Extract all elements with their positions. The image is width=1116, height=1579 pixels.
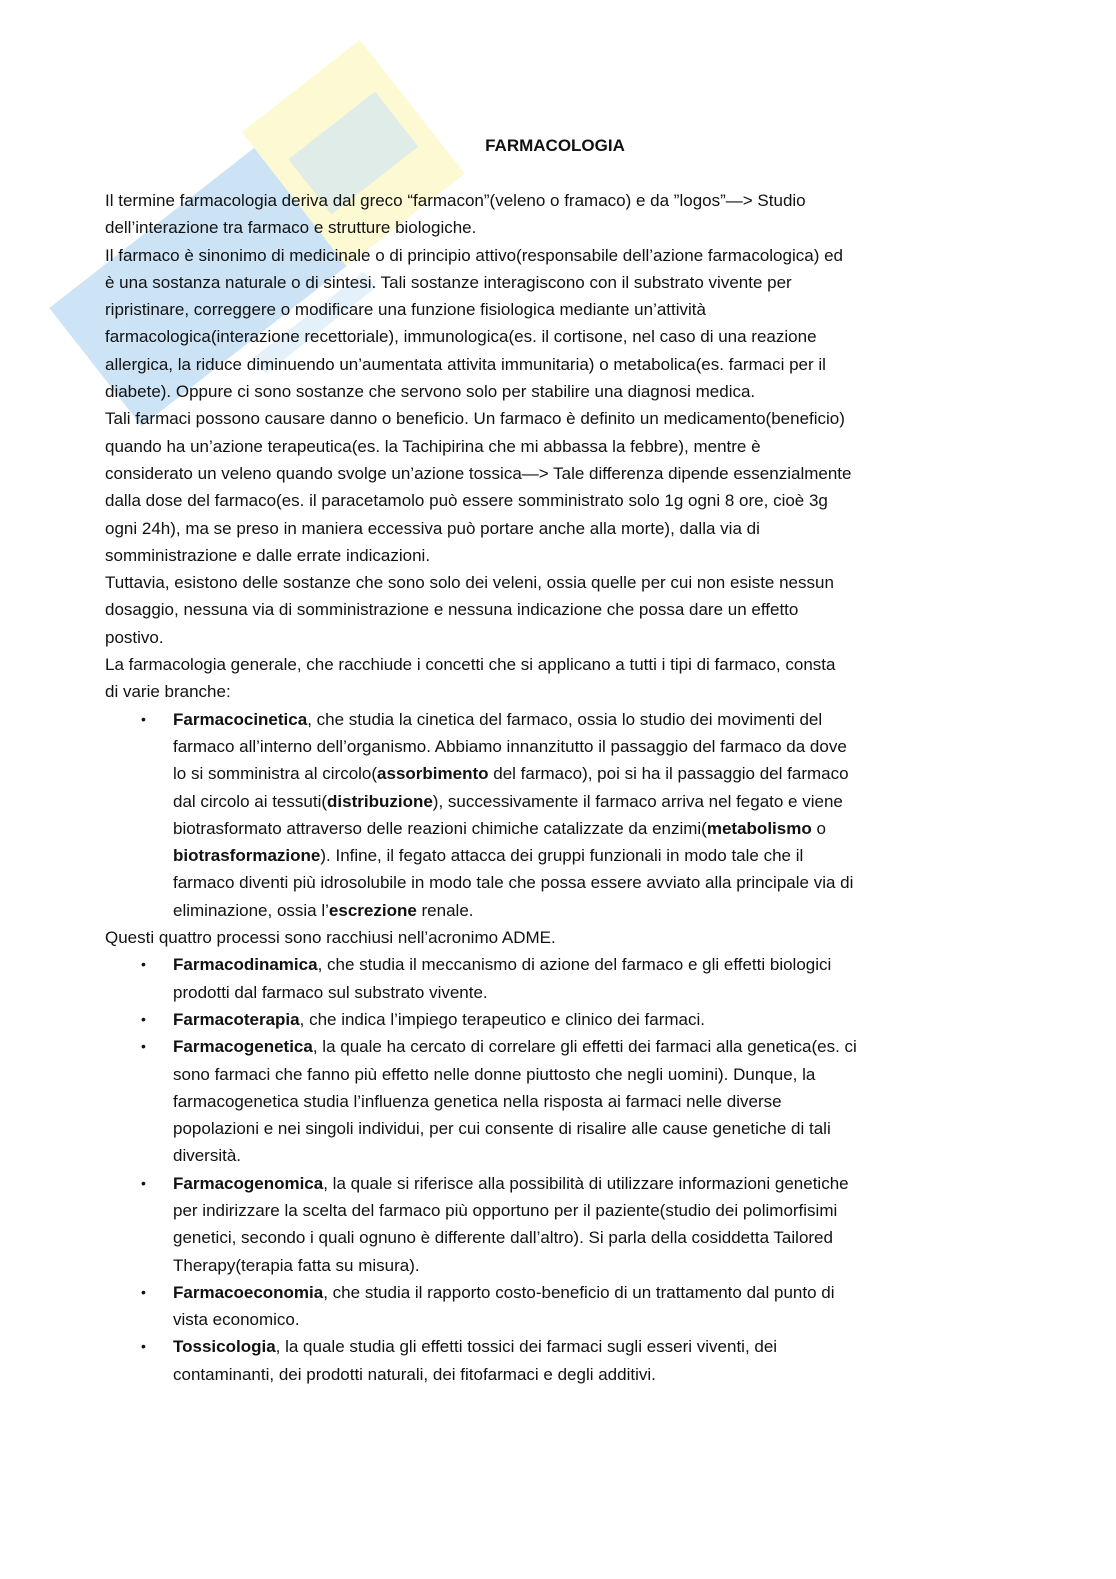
text-run: Il farmaco è sinonimo di medicinale o di principio attivo(responsabile dell’azione farmacologica) ed: [105, 245, 843, 265]
bold-term: biotrasformazione: [173, 846, 321, 866]
text-run: somministrazione e dalle errate indicazioni.: [105, 545, 431, 565]
text-line: [105, 842, 1010, 869]
text-run: considerato un veleno quando svolge un’azione tossica—> Tale differenza dipende essenzialmente: [105, 463, 852, 483]
text-run: è una sostanza naturale o di sintesi. Tali sostanze interagiscono con il substrato vivente per: [105, 272, 792, 292]
text-run: dal circolo ai tessuti(: [173, 791, 328, 811]
text-run: allergica, la riduce diminuendo un’aumentata attivita immunitaria) o metabolica(es. farmaci per il: [105, 354, 826, 374]
text-line: [105, 1224, 1010, 1251]
text-line: [105, 1061, 1010, 1088]
bullet-list-item: [105, 1279, 1010, 1334]
text-line: [105, 1142, 1010, 1169]
text-line: [105, 760, 1010, 787]
text-line: [105, 651, 1010, 678]
bold-term: Farmacodinamica: [173, 955, 318, 975]
text-line: [105, 351, 1010, 378]
bold-term: Farmacogenetica: [173, 1037, 313, 1057]
text-run: La farmacologia generale, che racchiude i concetti che si applicano a tutti i tipi di farmaco, consta: [105, 655, 836, 675]
document-body: [105, 187, 1010, 1388]
text-run: biotrasformato attraverso delle reazioni chimiche catalizzate da enzimi(: [173, 818, 707, 838]
text-run: farmaco all’interno dell’organismo. Abbiamo innanzitutto il passaggio del farmaco da dove: [173, 736, 847, 756]
text-line: [105, 433, 1010, 460]
text-run: dosaggio, nessuna via di somministrazione e nessuna indicazione che possa dare un effetto: [105, 600, 799, 620]
text-line: [105, 487, 1010, 514]
text-run: popolazioni e nei singoli individui, per cui consente di risalire alle cause genetiche di tali: [173, 1119, 831, 1139]
text-run: farmacologica(interazione recettoriale), immunologica(es. il cortisone, nel caso di una reazione: [105, 327, 817, 347]
bold-term: Farmacogenomica: [173, 1173, 324, 1193]
text-line: [105, 1088, 1010, 1115]
paragraph: [105, 569, 1010, 651]
text-line: [105, 788, 1010, 815]
text-run: , che studia la cinetica del farmaco, ossia lo studio dei movimenti del: [307, 709, 823, 729]
bullet-icon: •: [141, 1010, 146, 1027]
text-run: del farmaco), poi si ha il passaggio del farmaco: [488, 764, 849, 784]
text-line: [105, 678, 1010, 705]
bullet-icon: •: [141, 1338, 146, 1355]
bullet-icon: •: [141, 710, 146, 727]
document-title: FARMACOLOGIA: [485, 136, 625, 155]
text-line: [105, 1115, 1010, 1142]
text-line: [105, 979, 1010, 1006]
text-run: diversità.: [173, 1146, 242, 1166]
text-line: [105, 515, 1010, 542]
bold-term: Farmacocinetica: [173, 709, 308, 729]
text-line: [105, 542, 1010, 569]
bold-term: assorbimento: [377, 764, 489, 784]
text-run: postivo.: [105, 627, 164, 647]
text-line: [105, 1306, 1010, 1333]
text-run: farmacogenetica studia l’influenza genetica nella risposta ai farmaci nelle diverse: [173, 1091, 782, 1111]
text-run: , che studia il rapporto costo-beneficio di un trattamento dal punto di: [323, 1282, 835, 1302]
text-line: [105, 1006, 1010, 1033]
paragraph: [105, 242, 1010, 406]
text-run: , la quale studia gli effetti tossici dei farmaci sugli esseri viventi, dei: [275, 1337, 778, 1357]
text-run: ripristinare, correggere o modificare una funzione fisiologica mediante un’attività: [105, 300, 706, 320]
text-run: diabete). Oppure ci sono sostanze che servono solo per stabilire una diagnosi medica.: [105, 382, 756, 402]
text-line: [105, 624, 1010, 651]
text-run: lo si somministra al circolo(: [173, 764, 378, 784]
text-line: [105, 1361, 1010, 1388]
text-run: , che indica l’impiego terapeutico e clinico dei farmaci.: [299, 1009, 705, 1029]
bullet-icon: •: [141, 1174, 146, 1191]
text-line: [105, 296, 1010, 323]
bold-term: Farmacoeconomia: [173, 1282, 324, 1302]
bold-term: metabolismo: [706, 818, 812, 838]
text-run: Tali farmaci possono causare danno o beneficio. Un farmaco è definito un medicamento(beneficio): [105, 409, 845, 429]
text-run: renale.: [416, 900, 474, 920]
text-run: vista economico.: [173, 1310, 300, 1330]
text-run: quando ha un’azione terapeutica(es. la Tachipirina che mi abbassa la febbre), mentre è: [105, 436, 761, 456]
bullet-icon: •: [141, 956, 146, 973]
text-line: [105, 269, 1010, 296]
text-line: [105, 405, 1010, 432]
text-line: [105, 242, 1010, 269]
text-line: [105, 1252, 1010, 1279]
text-run: Il termine farmacologia deriva dal greco “farmacon”(veleno o framaco) e da ”logos”—> Studio: [105, 191, 806, 210]
paragraph: [105, 405, 1010, 569]
text-line: [105, 569, 1010, 596]
paragraph: [105, 187, 1010, 242]
text-run: , che studia il meccanismo di azione del farmaco e gli effetti biologici: [317, 955, 832, 975]
text-run: dell’interazione tra farmaco e strutture biologiche.: [105, 218, 477, 238]
bullet-list-item: [105, 1033, 1010, 1169]
text-line: [105, 869, 1010, 896]
text-run: sono farmaci che fanno più effetto nelle donne piuttosto che negli uomini). Dunque, la: [173, 1064, 816, 1084]
text-run: Tuttavia, esistono delle sostanze che sono solo dei veleni, ossia quelle per cui non esiste nessun: [105, 573, 834, 593]
text-run: genetici, secondo i quali ognuno è differente dall’altro). Si parla della cosiddetta Tailored: [173, 1228, 833, 1248]
bold-term: Tossicologia: [173, 1337, 276, 1357]
text-line: [105, 897, 1010, 924]
bold-term: Farmacoterapia: [173, 1009, 300, 1029]
text-run: , la quale ha cercato di correlare gli effetti dei farmaci alla genetica(es. ci: [312, 1037, 857, 1057]
text-line: [105, 924, 1010, 951]
text-run: o: [811, 818, 826, 838]
text-run: eliminazione, ossia l’: [173, 900, 329, 920]
text-run: di varie branche:: [105, 682, 231, 702]
text-line: [105, 323, 1010, 350]
bullet-list-item: [105, 1006, 1010, 1033]
text-line: [105, 378, 1010, 405]
text-line: [105, 706, 1010, 733]
text-run: ), successivamente il farmaco arriva nel fegato e viene: [432, 791, 843, 811]
text-line: [105, 815, 1010, 842]
text-run: prodotti dal farmaco sul substrato vivente.: [173, 982, 488, 1002]
text-line: [105, 460, 1010, 487]
text-line: [105, 951, 1010, 978]
bullet-icon: •: [141, 1038, 146, 1055]
text-run: ogni 24h), ma se preso in maniera eccessiva può portare anche alla morte), dalla via di: [105, 518, 760, 538]
text-run: farmaco diventi più idrosolubile in modo tale che possa essere avviato alla principale via di: [173, 873, 854, 893]
text-line: [105, 187, 1010, 214]
text-line: [105, 1033, 1010, 1060]
text-line: [105, 214, 1010, 241]
text-run: dalla dose del farmaco(es. il paracetamolo può essere somministrato solo 1g ogni 8 ore, cioè 3g: [105, 491, 828, 511]
text-run: contaminanti, dei prodotti naturali, dei fitofarmaci e degli additivi.: [173, 1364, 656, 1384]
bullet-list-item: [105, 951, 1010, 1006]
text-line: [105, 596, 1010, 623]
paragraph: [105, 651, 1010, 706]
bullet-icon: •: [141, 1283, 146, 1300]
text-line: [105, 1333, 1010, 1360]
text-run: , la quale si riferisce alla possibilità di utilizzare informazioni genetiche: [323, 1173, 849, 1193]
text-line: [105, 733, 1010, 760]
text-line: [105, 1170, 1010, 1197]
text-run: Therapy(terapia fatta su misura).: [173, 1255, 420, 1275]
bold-term: distribuzione: [327, 791, 433, 811]
bullet-list-item: [105, 1333, 1010, 1388]
text-line: [105, 1279, 1010, 1306]
text-run: ). Infine, il fegato attacca dei gruppi funzionali in modo tale che il: [320, 846, 804, 866]
text-run: per indirizzare la scelta del farmaco più opportuno per il paziente(studio dei polimorfisimi: [173, 1200, 838, 1220]
bullet-list-item: [105, 1170, 1010, 1279]
bold-term: escrezione: [328, 900, 417, 920]
text-run: Questi quattro processi sono racchiusi nell’acronimo ADME.: [105, 928, 556, 948]
text-line: [105, 1197, 1010, 1224]
bullet-list-item: [105, 706, 1010, 924]
paragraph: [105, 924, 1010, 951]
